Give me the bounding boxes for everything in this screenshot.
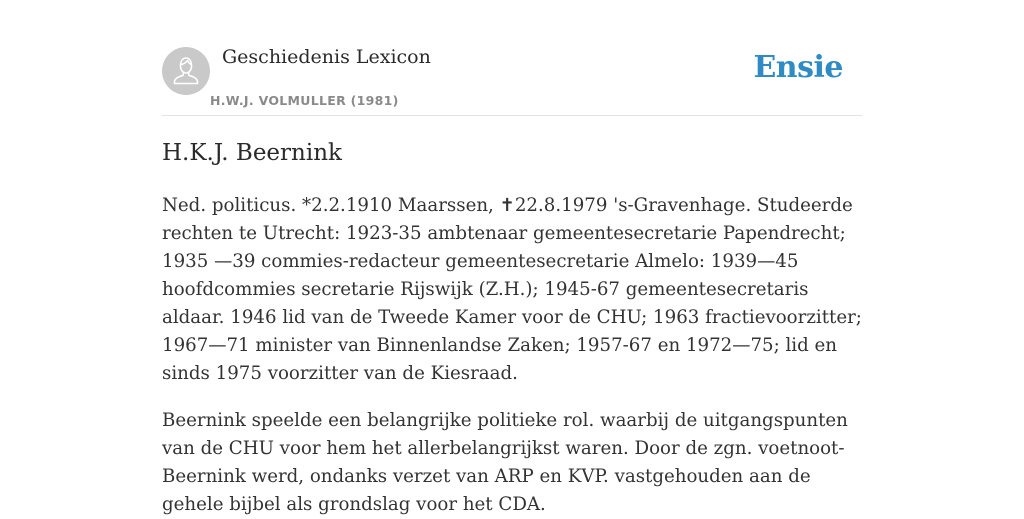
entry-title: H.K.J. Beernink <box>162 140 342 166</box>
ensie-logo[interactable]: Ensie <box>753 50 843 85</box>
author-byline[interactable]: H.W.J. VOLMULLER (1981) <box>210 93 399 108</box>
entry-paragraph-1: Ned. politicus. *2.2.1910 Maarssen, ✝22.8.1979 's-Gravenhage. Studeerde rechten te Utrecht: 1923-35 ambtenaar gemeentesecretarie Papendrecht; 1935 —39 commies-redacteur gemeentesecretarie Almelo: 1939—45 hoofdcommies secretarie Rijswijk (Z.H.); 1945-67 gemeentesecretaris aldaar. 1946 lid van de Tweede Kamer voor de CHU; 1963 fractievoorzitter; 1967—71 minister van Binnenlandse Zaken; 1957-67 en 1972—75; lid en sinds 1975 voorzitter van de Kiesraad. <box>162 195 862 384</box>
article-container <box>162 0 862 515</box>
header <box>162 0 862 116</box>
user-silhouette-icon <box>162 47 210 95</box>
lexicon-title[interactable]: Geschiedenis Lexicon <box>222 46 431 68</box>
entry-paragraph-2: Beernink speelde een belangrijke politieke rol. waarbij de uitgangspunten van de CHU voor hem het allerbelangrijkst waren. Door de zgn. voetnoot-Beernink werd, ondanks verzet van ARP en KVP. vastgehouden aan de gehele bijbel als grondslag voor het CDA. <box>162 410 848 515</box>
author-avatar[interactable] <box>162 47 210 95</box>
